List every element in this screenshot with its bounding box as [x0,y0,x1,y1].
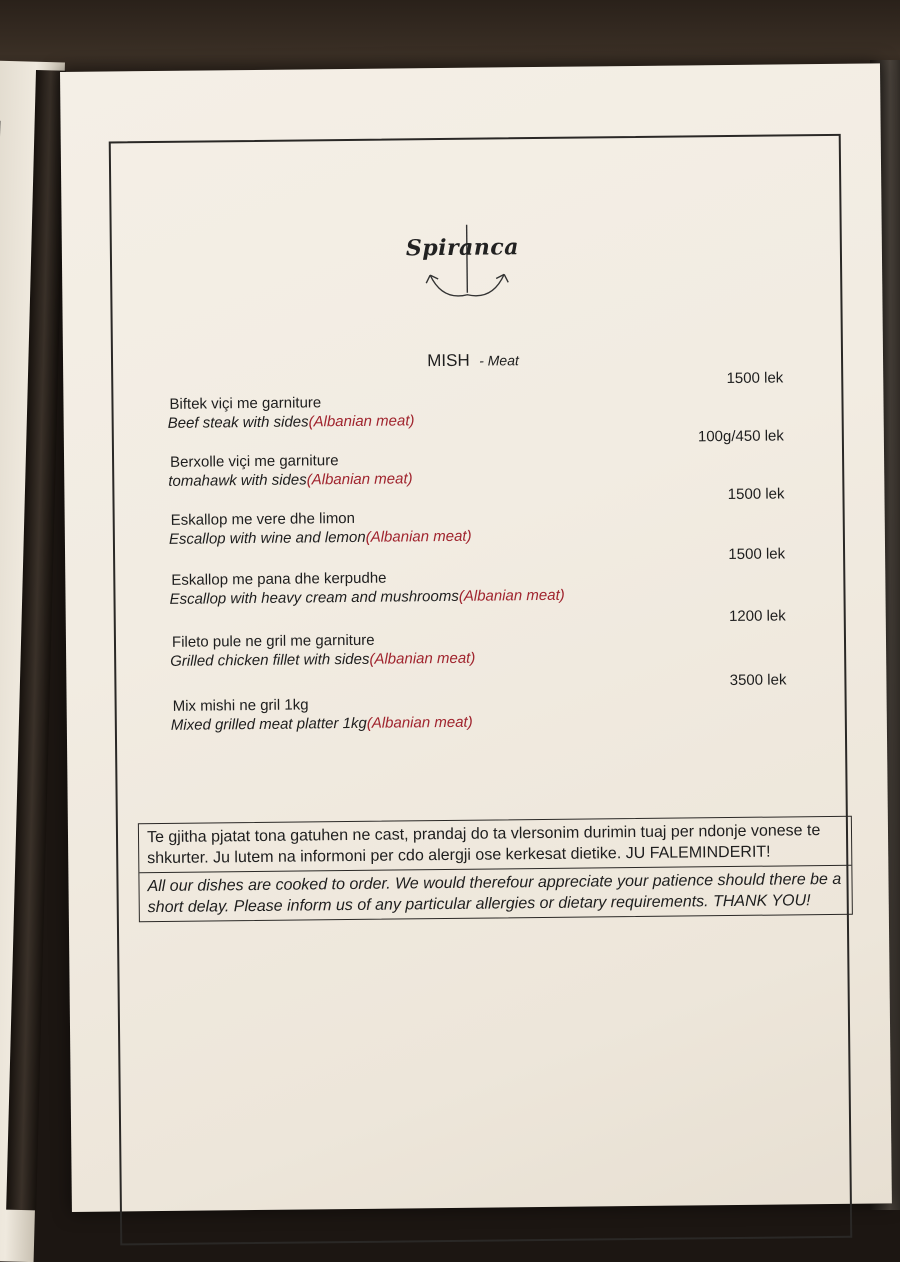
section-title [323,349,623,372]
item-origin-note: (Albanian meat) [308,412,414,430]
notice-albanian: Te gjitha pjatat tona gatuhen ne cast, prandaj do ta vlersonim durimin tuaj per ndonje vonese te shkurter. Ju lutem na informoni per cdo alergji ose kerkesat dietike. JU FALEMINDERIT! [139,817,851,873]
notice-english: All our dishes are cooked to order. We would therefour appreciate your patience should there be a short delay. Please inform us of any particular allergies or dietary requirements. THANK YOU! [139,866,851,921]
restaurant-logo [402,222,533,313]
logo-wordmark: Spiranca [406,234,519,261]
item-origin-note: (Albanian meat) [366,528,472,546]
item-desc-text: Mixed grilled meat platter 1kg [171,715,367,734]
menu-page [60,63,892,1212]
item-desc-text: Escallop with wine and lemon [169,529,366,548]
item-desc-text: Grilled chicken fillet with sides [170,651,369,670]
item-origin-note: (Albanian meat) [459,587,565,605]
item-desc-text: tomahawk with sides [168,471,307,489]
item-name: Eskallop me pana dhe kerpudhe [171,570,386,589]
item-origin-note: (Albanian meat) [369,650,475,668]
section-title-sub: - Meat [479,352,519,368]
item-description [168,412,415,432]
item-name: Mix mishi ne gril 1kg [173,696,309,714]
section-title-main: MISH [427,351,470,370]
item-name: Eskallop me vere dhe limon [171,510,355,529]
item-desc-text: Escallop with heavy cream and mushrooms [169,588,458,608]
item-name: Biftek viçi me garniture [169,394,321,413]
item-description [168,470,412,490]
item-price: 1200 lek [729,607,786,625]
item-price: 1500 lek [728,545,785,563]
item-description [171,714,473,734]
item-description [169,528,472,548]
item-price: 100g/450 lek [698,427,784,445]
item-description [170,650,475,670]
item-price: 1500 lek [728,485,785,503]
item-price: 1500 lek [726,369,783,387]
item-desc-text: Beef steak with sides [168,413,309,431]
item-origin-note: (Albanian meat) [367,714,473,732]
item-name: Berxolle viçi me garniture [170,452,339,471]
item-name: Fileto pule ne gril me garniture [172,632,375,651]
item-origin-note: (Albanian meat) [307,470,413,488]
allergy-notice [138,816,853,922]
item-price: 3500 lek [730,671,787,689]
